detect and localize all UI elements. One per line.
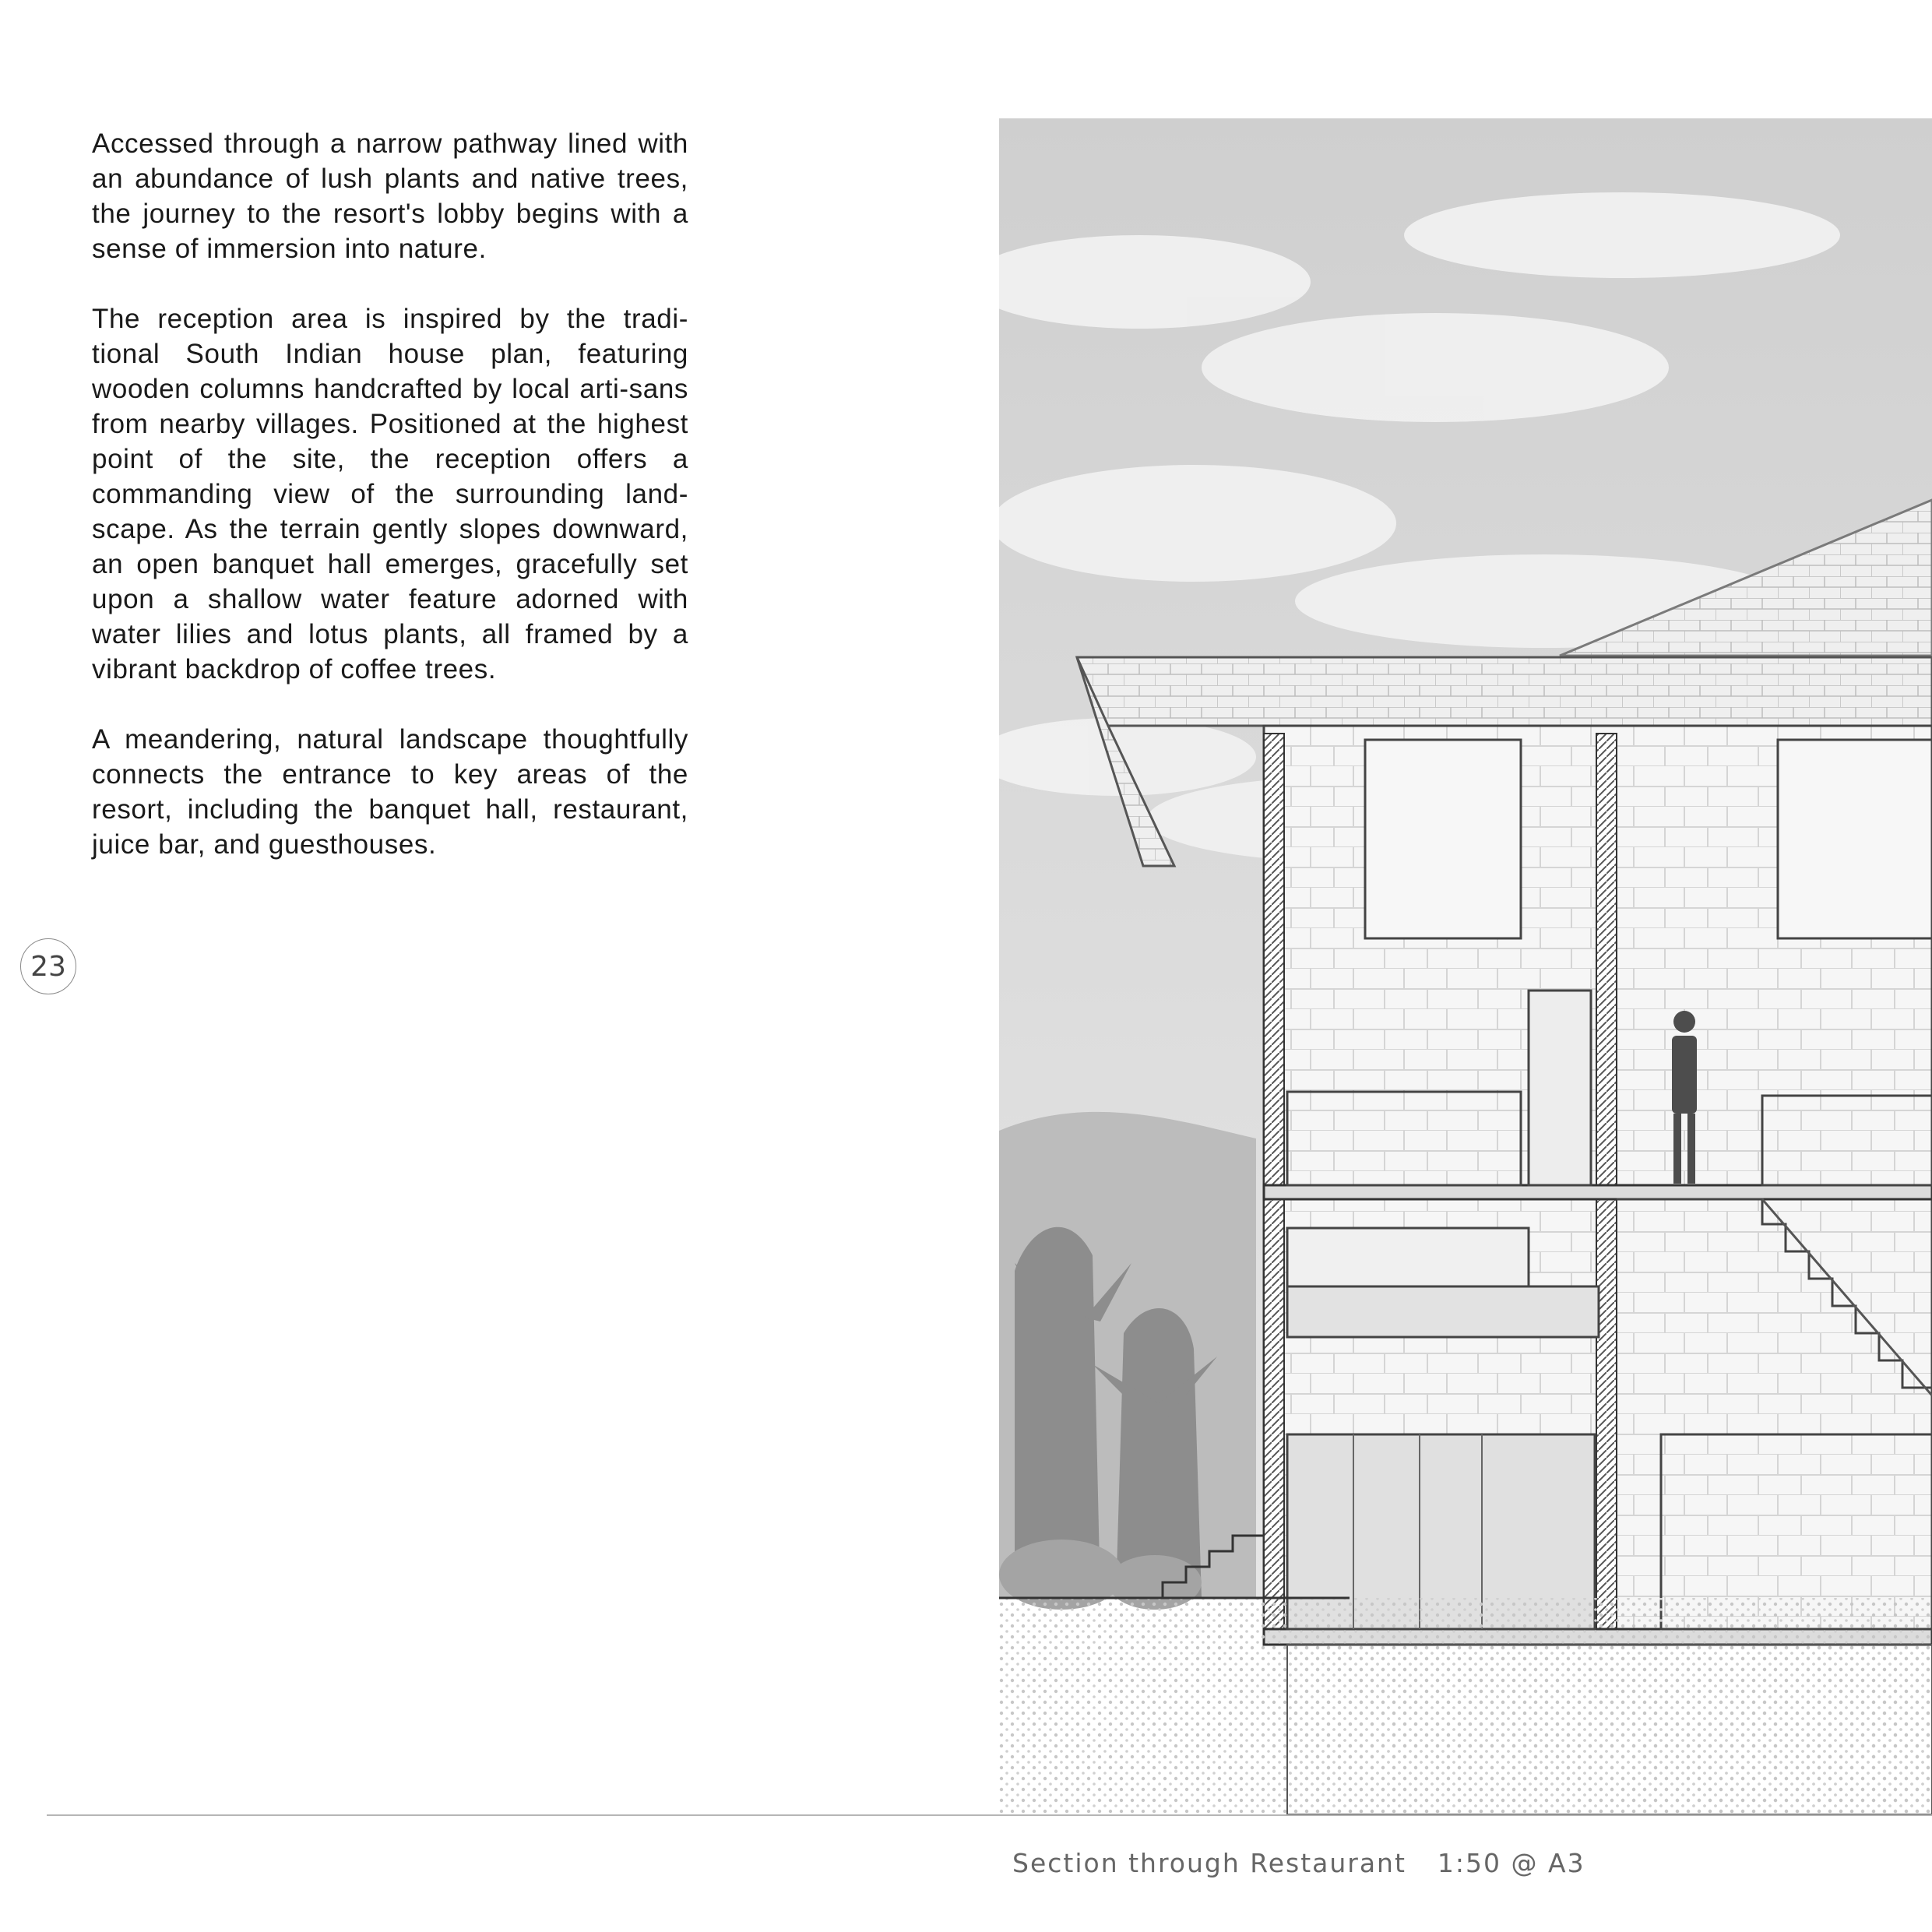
left-column: [1264, 734, 1284, 1629]
lower-roof: [1077, 657, 1932, 726]
stove-range: [1287, 1286, 1599, 1337]
window-left: [1365, 740, 1521, 938]
paragraph-landscape: A meandering, natural landscape thoughtfully connects the entrance to key areas of the resort, including the banquet hall, restaurant, juice bar, and guesthouses.: [92, 724, 688, 860]
refrigerator: [1529, 991, 1591, 1185]
body-text: [92, 126, 688, 897]
footer-rule: [47, 1814, 1932, 1816]
window-right: [1778, 740, 1932, 938]
section-drawing: [999, 118, 1932, 1814]
mid-column: [1596, 734, 1617, 1629]
paragraph-intro: Accessed through a narrow pathway lined with an abundance of lush plants and native trees, the journey to the resort's lobby begins with a sense of immersion into nature.: [92, 128, 688, 264]
caption-title: Section through Restaurant: [1012, 1848, 1406, 1878]
foundation: [1287, 1645, 1932, 1814]
paragraph-reception: The reception area is inspired by the tradi-tional South Indian house plan, featuring wooden columns handcrafted by local arti-sans from nearby villages. Positioned at the highest point of the site, the reception offers a commanding view of the surrounding land-scape. As the terrain gently slopes downward, an open banquet hall emerges, gracefully set upon a shallow water feature adorned with water lilies and lotus plants, all framed by a vibrant backdrop of coffee trees.: [92, 304, 688, 684]
page-number: 23: [20, 938, 76, 994]
drawing-caption: [1012, 1848, 1585, 1878]
caption-scale: 1:50 @ A3: [1437, 1848, 1585, 1878]
exhaust-hood: [1287, 1228, 1529, 1294]
upper-floor-slab: [1264, 1185, 1932, 1199]
